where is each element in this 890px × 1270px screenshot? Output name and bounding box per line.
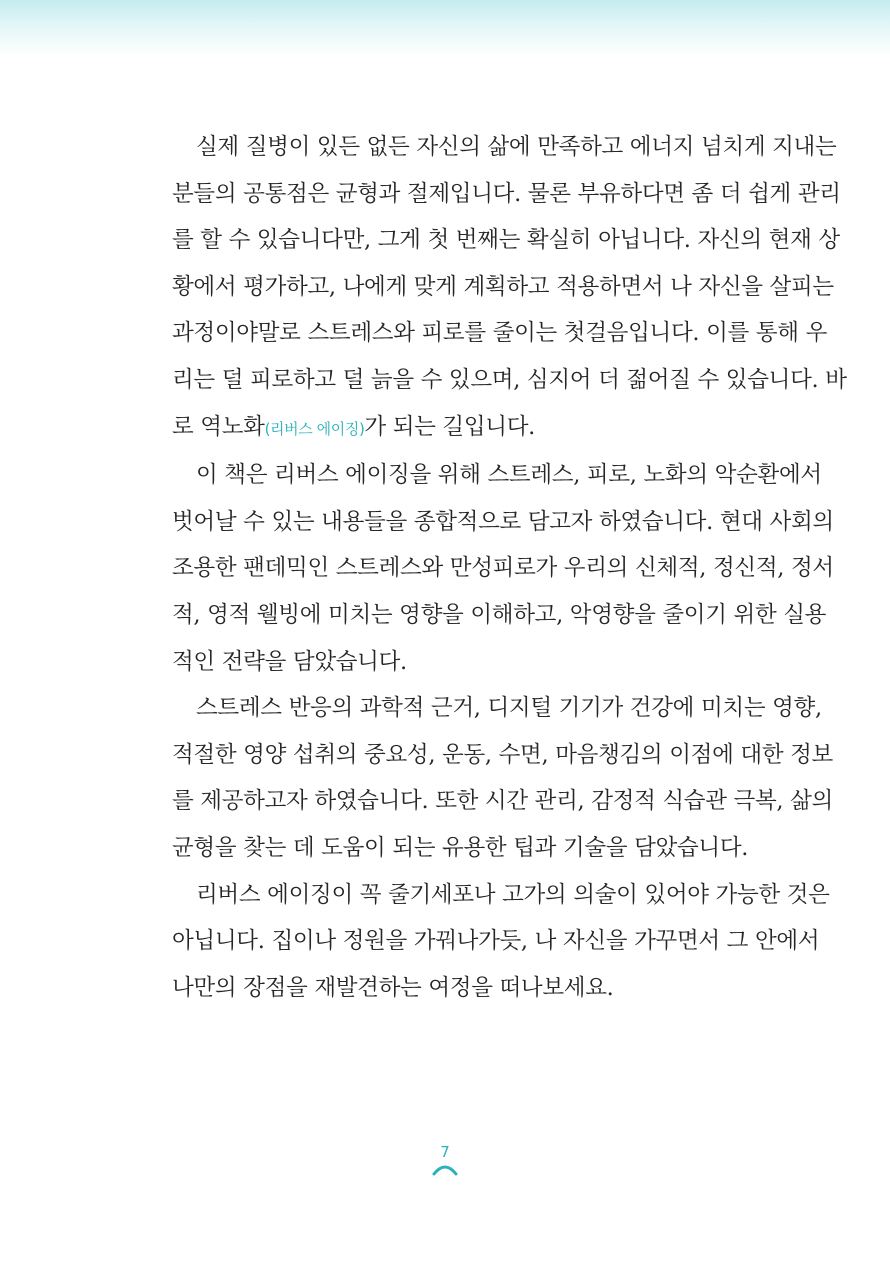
paragraph-1-line-4: 황에서 평가하고, 나에게 맞게 계획하고 적용하면서 나 자신을 살피는 bbox=[172, 273, 834, 300]
paragraph-3-line-2: 적절한 영양 섭취의 중요성, 운동, 수면, 마음챙김의 이점에 대한 정보 bbox=[172, 741, 833, 768]
body-text bbox=[172, 124, 847, 1011]
paragraph-3-line-3: 를 제공하고자 하였습니다. 또한 시간 관리, 감정적 식습관 극복, 삶의 bbox=[172, 788, 833, 815]
paragraph-1-line-1: 실제 질병이 있든 없든 자신의 삶에 만족하고 에너지 넘치게 지내는 bbox=[196, 134, 837, 160]
page-footer bbox=[420, 1142, 470, 1182]
paragraph-1-last-after: 가 되는 길입니다. bbox=[364, 413, 536, 440]
paragraph-2-line-5: 적인 전략을 담았습니다. bbox=[172, 648, 407, 675]
top-decorative-band bbox=[0, 0, 890, 56]
paragraph-1-line-2: 분들의 공통점은 균형과 절제입니다. 물론 부유하다면 좀 더 쉽게 관리 bbox=[172, 180, 841, 207]
paragraph-1-last-before: 로 역노화 bbox=[172, 413, 265, 440]
paragraph-2-line-2: 벗어날 수 있는 내용들을 종합적으로 담고자 하였습니다. 현대 사회의 bbox=[172, 508, 834, 535]
paragraph-4-line-3: 나만의 장점을 재발견하는 여정을 떠나보세요. bbox=[172, 974, 614, 1001]
reverse-aging-annotation: (리버스 에이징) bbox=[264, 419, 365, 438]
paragraph-2-line-3: 조용한 팬데믹인 스트레스와 만성피로가 우리의 신체적, 정신적, 정서 bbox=[172, 555, 834, 582]
paragraph-2-line-4: 적, 영적 웰빙에 미치는 영향을 이해하고, 악영향을 줄이기 위한 실용 bbox=[172, 601, 827, 628]
paragraph-1-line-5: 과정이야말로 스트레스와 피로를 줄이는 첫걸음입니다. 이를 통해 우 bbox=[172, 320, 827, 347]
paragraph-3-line-1: 스트레스 반응의 과학적 근거, 디지털 기기가 건강에 미치는 영향, bbox=[196, 695, 822, 722]
paragraph-4-line-1: 리버스 에이징이 꼭 줄기세포나 고가의 의술이 있어야 가능한 것은 bbox=[196, 881, 830, 908]
page-number-arc-icon bbox=[432, 1162, 458, 1176]
paragraph-1-line-3: 를 할 수 있습니다만, 그게 첫 번째는 확실히 아닙니다. 자신의 현재 상 bbox=[172, 227, 840, 254]
paragraph-4-line-2: 아닙니다. 집이나 정원을 가꿔나가듯, 나 자신을 가꾸면서 그 안에서 bbox=[172, 928, 820, 955]
paragraph-1-line-7 bbox=[172, 404, 776, 453]
paragraph-3-line-4: 균형을 찾는 데 도움이 되는 유용한 팁과 기술을 담았습니다. bbox=[172, 834, 749, 861]
page-number: 7 bbox=[440, 1143, 450, 1161]
paragraph-2-line-1: 이 책은 리버스 에이징을 위해 스트레스, 피로, 노화의 악순환에서 bbox=[196, 462, 822, 489]
paragraph-1-line-6: 리는 덜 피로하고 덜 늙을 수 있으며, 심지어 더 젊어질 수 있습니다. 바 bbox=[172, 366, 847, 393]
